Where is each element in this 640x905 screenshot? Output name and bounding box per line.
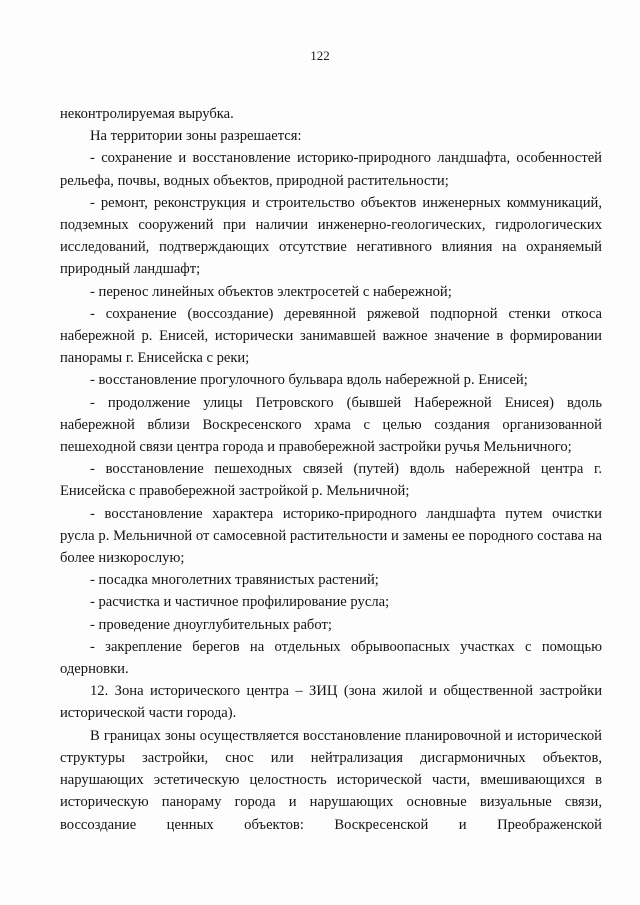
paragraph: - восстановление пешеходных связей (путей) вдоль набережной центра г. Енисейска с правобережной застройкой р. Мельничной; — [60, 461, 602, 500]
paragraph: 12. Зона исторического центра – ЗИЦ (зона жилой и общественной застройки исторической части города). — [60, 683, 602, 722]
paragraph: - восстановление прогулочного бульвара вдоль набережной р. Енисей; — [90, 372, 528, 389]
document-body — [60, 103, 602, 836]
paragraph: В границах зоны осуществляется восстановление планировочной и исторической структуры застройки, снос или нейтрализация дисгармоничных объектов, нарушающих эстетическую целостность исторической части, вмешивающихся в историческую панораму города и нарушающих основные визуальные связи, воссоздание ценных объектов: Воскресенской и Преображенской — [60, 727, 602, 833]
paragraph: - перенос линейных объектов электросетей с набережной; — [90, 283, 452, 300]
paragraph: - продолжение улицы Петровского (бывшей Набережной Енисея) вдоль набережной вблизи Воскресенского храма с целью создания организованной пешеходной связи центра города и правобережной застройки ручья Мельничного; — [60, 394, 602, 456]
paragraph: - проведение дноуглубительных работ; — [90, 616, 332, 633]
paragraph: - сохранение (воссоздание) деревянной ряжевой подпорной стенки откоса набережной р. Енисей, исторически занимавшей важное значение в формировании панорамы г. Енисейска с реки; — [60, 305, 602, 367]
paragraph: - восстановление характера историко-природного ландшафта путем очистки русла р. Мельничной от самосевной растительности и замены ее породного состава на более низкорослую; — [60, 505, 602, 567]
paragraph: На территории зоны разрешается: — [90, 128, 302, 145]
paragraph: - расчистка и частичное профилирование русла; — [90, 594, 390, 611]
paragraph: неконтролируемая вырубка. — [60, 106, 234, 122]
paragraph: - сохранение и восстановление историко-природного ландшафта, особенностей рельефа, почвы, водных объектов, природной растительности; — [60, 150, 602, 189]
page-number: 122 — [310, 48, 330, 63]
paragraph: - ремонт, реконструкция и строительство объектов инженерных коммуникаций, подземных сооружений при наличии инженерно-геологических, гидрологических исследований, подтверждающих отсутствие негативного влияния на охраняемый природный ландшафт; — [60, 194, 602, 278]
paragraph: - посадка многолетних травянистых растений; — [90, 572, 379, 589]
paragraph: - закрепление берегов на отдельных обрывоопасных участках с помощью одерновки. — [60, 638, 602, 678]
